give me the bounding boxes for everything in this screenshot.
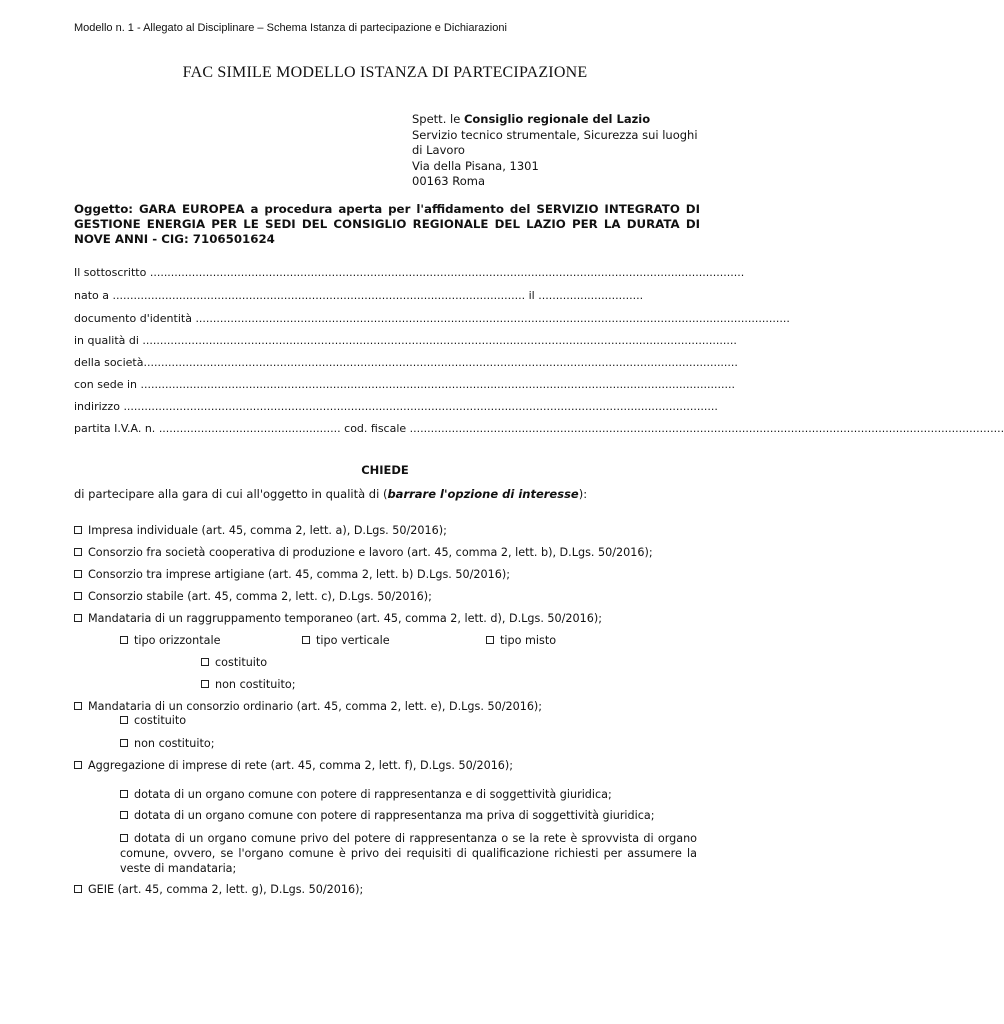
intro-before: di partecipare alla gara di cui all'oggetto in qualità di ( — [74, 487, 388, 501]
checkbox-icon[interactable] — [74, 761, 82, 769]
checkbox-icon[interactable] — [120, 811, 128, 819]
option-label: Aggregazione di imprese di rete (art. 45, comma 2, lett. f), D.Lgs. 50/2016); — [88, 759, 514, 772]
checkbox-icon[interactable] — [120, 636, 128, 644]
dotted-blank: .......................................................................................................................................................................... — [140, 378, 735, 391]
option-rete-senza-rappresentanza[interactable] — [120, 831, 697, 876]
option-label: dotata di un organo comune privo del potere di rappresentanza o se la rete è sprovvista di organo comune, ovvero, se l'organo comune è privo dei requisiti di qualificazione richiesti per assumere la veste di mandataria; — [120, 832, 697, 875]
option-label: dotata di un organo comune con potere di rappresentanza ma priva di soggettività giuridica; — [134, 809, 655, 822]
option-label: dotata di un organo comune con potere di rappresentanza e di soggettività giuridica; — [134, 788, 612, 801]
document-title: FAC SIMILE MODELLO ISTANZA DI PARTECIPAZIONE — [182, 64, 588, 81]
option-label: costituito — [134, 714, 187, 727]
field-label: della società — [74, 356, 144, 369]
option-tipo-misto[interactable] — [486, 634, 556, 647]
option-aggregazione-rete[interactable] — [74, 759, 513, 772]
field-qualita[interactable] — [74, 334, 737, 347]
option-impresa-individuale[interactable] — [74, 524, 447, 537]
option-geie[interactable] — [74, 883, 363, 896]
field-societa[interactable] — [74, 356, 738, 369]
checkbox-icon[interactable] — [74, 702, 82, 710]
option-tipo-verticale[interactable] — [302, 634, 390, 647]
option-rete-priva-soggettivita[interactable] — [120, 809, 655, 822]
checkbox-icon[interactable] — [74, 548, 82, 556]
option-label: Consorzio fra società cooperativa di produzione e lavoro (art. 45, comma 2, lett. b), D.Lgs. 50/2016); — [88, 546, 653, 559]
intro-emphasis: barrare l'opzione di interesse — [387, 487, 579, 501]
option-label: Consorzio tra imprese artigiane (art. 45, comma 2, lett. b) D.Lgs. 50/2016); — [88, 568, 511, 581]
checkbox-icon[interactable] — [302, 636, 310, 644]
option-label: Impresa individuale (art. 45, comma 2, lett. a), D.Lgs. 50/2016); — [88, 524, 447, 537]
option-rete-soggettivita[interactable] — [120, 788, 612, 801]
field-label: in qualità di — [74, 334, 139, 347]
checkbox-icon[interactable] — [120, 739, 128, 747]
option-label: tipo verticale — [316, 634, 390, 647]
field-label: Il sottoscritto — [74, 266, 147, 279]
option-label: tipo orizzontale — [134, 634, 221, 647]
section-heading-chiede: CHIEDE — [361, 463, 409, 477]
dotted-blank: .............................. — [538, 289, 644, 302]
option-label: GEIE (art. 45, comma 2, lett. g), D.Lgs. 50/2016); — [88, 883, 364, 896]
option-mandataria-consorzio-ordinario[interactable] — [74, 700, 542, 713]
subject-paragraph: Oggetto: GARA EUROPEA a procedura aperta per l'affidamento del SERVIZIO INTEGRATO DI GESTIONE ENERGIA PER LE SEDI DEL CONSIGLIO REGIONALE DEL LAZIO PER LA DURATA DI NOVE ANNI - CIG: 7106501624 — [74, 202, 700, 246]
checkbox-icon[interactable] — [74, 592, 82, 600]
option-label: Mandataria di un consorzio ordinario (art. 45, comma 2, lett. e), D.Lgs. 50/2016); — [88, 700, 543, 713]
recipient-prefix: Spett. le — [412, 112, 464, 126]
intro-text — [74, 487, 587, 501]
option-consorzio-cooperative[interactable] — [74, 546, 653, 559]
dotted-blank: .......................................................................................................................................................................... — [143, 356, 738, 369]
checkbox-icon[interactable] — [74, 570, 82, 578]
checkbox-icon[interactable] — [201, 680, 209, 688]
option-consorzio-artigiane[interactable] — [74, 568, 510, 581]
option-label: non costituito; — [134, 737, 215, 750]
field-sede[interactable] — [74, 378, 735, 391]
option-label: tipo misto — [500, 634, 557, 647]
option-consorzio-stabile[interactable] — [74, 590, 432, 603]
checkbox-icon[interactable] — [120, 790, 128, 798]
option-tipo-orizzontale[interactable] — [120, 634, 220, 647]
checkbox-icon[interactable] — [74, 885, 82, 893]
field-label: partita I.V.A. n. — [74, 422, 156, 435]
field-label: indirizzo — [74, 400, 120, 413]
option-mandataria-raggruppamento[interactable] — [74, 612, 602, 625]
checkbox-icon[interactable] — [486, 636, 494, 644]
option-consorzio-non-costituito[interactable] — [120, 737, 215, 750]
field-label: cod. fiscale — [344, 422, 407, 435]
field-label: con sede in — [74, 378, 138, 391]
dotted-blank: .......................................................................................................................................................................... — [195, 312, 790, 325]
field-sottoscritto[interactable] — [74, 266, 745, 279]
dotted-blank: .......................................................................................................................................................................... — [149, 266, 745, 279]
recipient-line: Servizio tecnico strumentale, Sicurezza sui luoghi — [412, 127, 698, 142]
recipient-line: Via della Pisana, 1301 — [412, 158, 539, 173]
checkbox-icon[interactable] — [74, 526, 82, 534]
header-note: Modello n. 1 - Allegato al Disciplinare – Schema Istanza di partecipazione e Dichiarazioni — [74, 22, 507, 34]
dotted-blank: .......................................................................................................................................................................... — [409, 422, 1004, 435]
checkbox-icon[interactable] — [120, 716, 128, 724]
field-nato-a[interactable] — [74, 289, 696, 302]
checkbox-icon[interactable] — [201, 658, 209, 666]
option-label: costituito — [215, 656, 268, 669]
option-label: non costituito; — [215, 678, 296, 691]
field-documento[interactable] — [74, 312, 790, 325]
dotted-blank: .......................................................................................................................................................................... — [142, 334, 737, 347]
recipient-name: Consiglio regionale del Lazio — [463, 112, 651, 126]
option-label: Consorzio stabile (art. 45, comma 2, lett. c), D.Lgs. 50/2016); — [88, 590, 432, 603]
checkbox-icon[interactable] — [74, 614, 82, 622]
field-indirizzo[interactable] — [74, 400, 718, 413]
recipient-line: 00163 Roma — [412, 174, 485, 188]
option-rti-non-costituito[interactable] — [201, 678, 296, 691]
checkbox-icon[interactable] — [120, 834, 128, 842]
option-consorzio-costituito[interactable] — [120, 714, 186, 727]
intro-after: ): — [578, 487, 588, 501]
recipient-line: di Lavoro — [412, 143, 465, 157]
option-label: Mandataria di un raggruppamento temporaneo (art. 45, comma 2, lett. d), D.Lgs. 50/2016); — [88, 612, 603, 625]
dotted-blank: .................................................... — [158, 422, 341, 435]
option-rti-costituito[interactable] — [201, 656, 267, 669]
field-label: nato a — [74, 289, 109, 302]
field-label: documento d'identità — [74, 312, 192, 325]
field-piva[interactable] — [74, 422, 1004, 435]
dotted-blank: ...................................................................................................................... — [112, 289, 526, 302]
dotted-blank: .......................................................................................................................................................................... — [123, 400, 718, 413]
recipient-address — [412, 112, 712, 190]
field-label: il — [528, 289, 535, 302]
